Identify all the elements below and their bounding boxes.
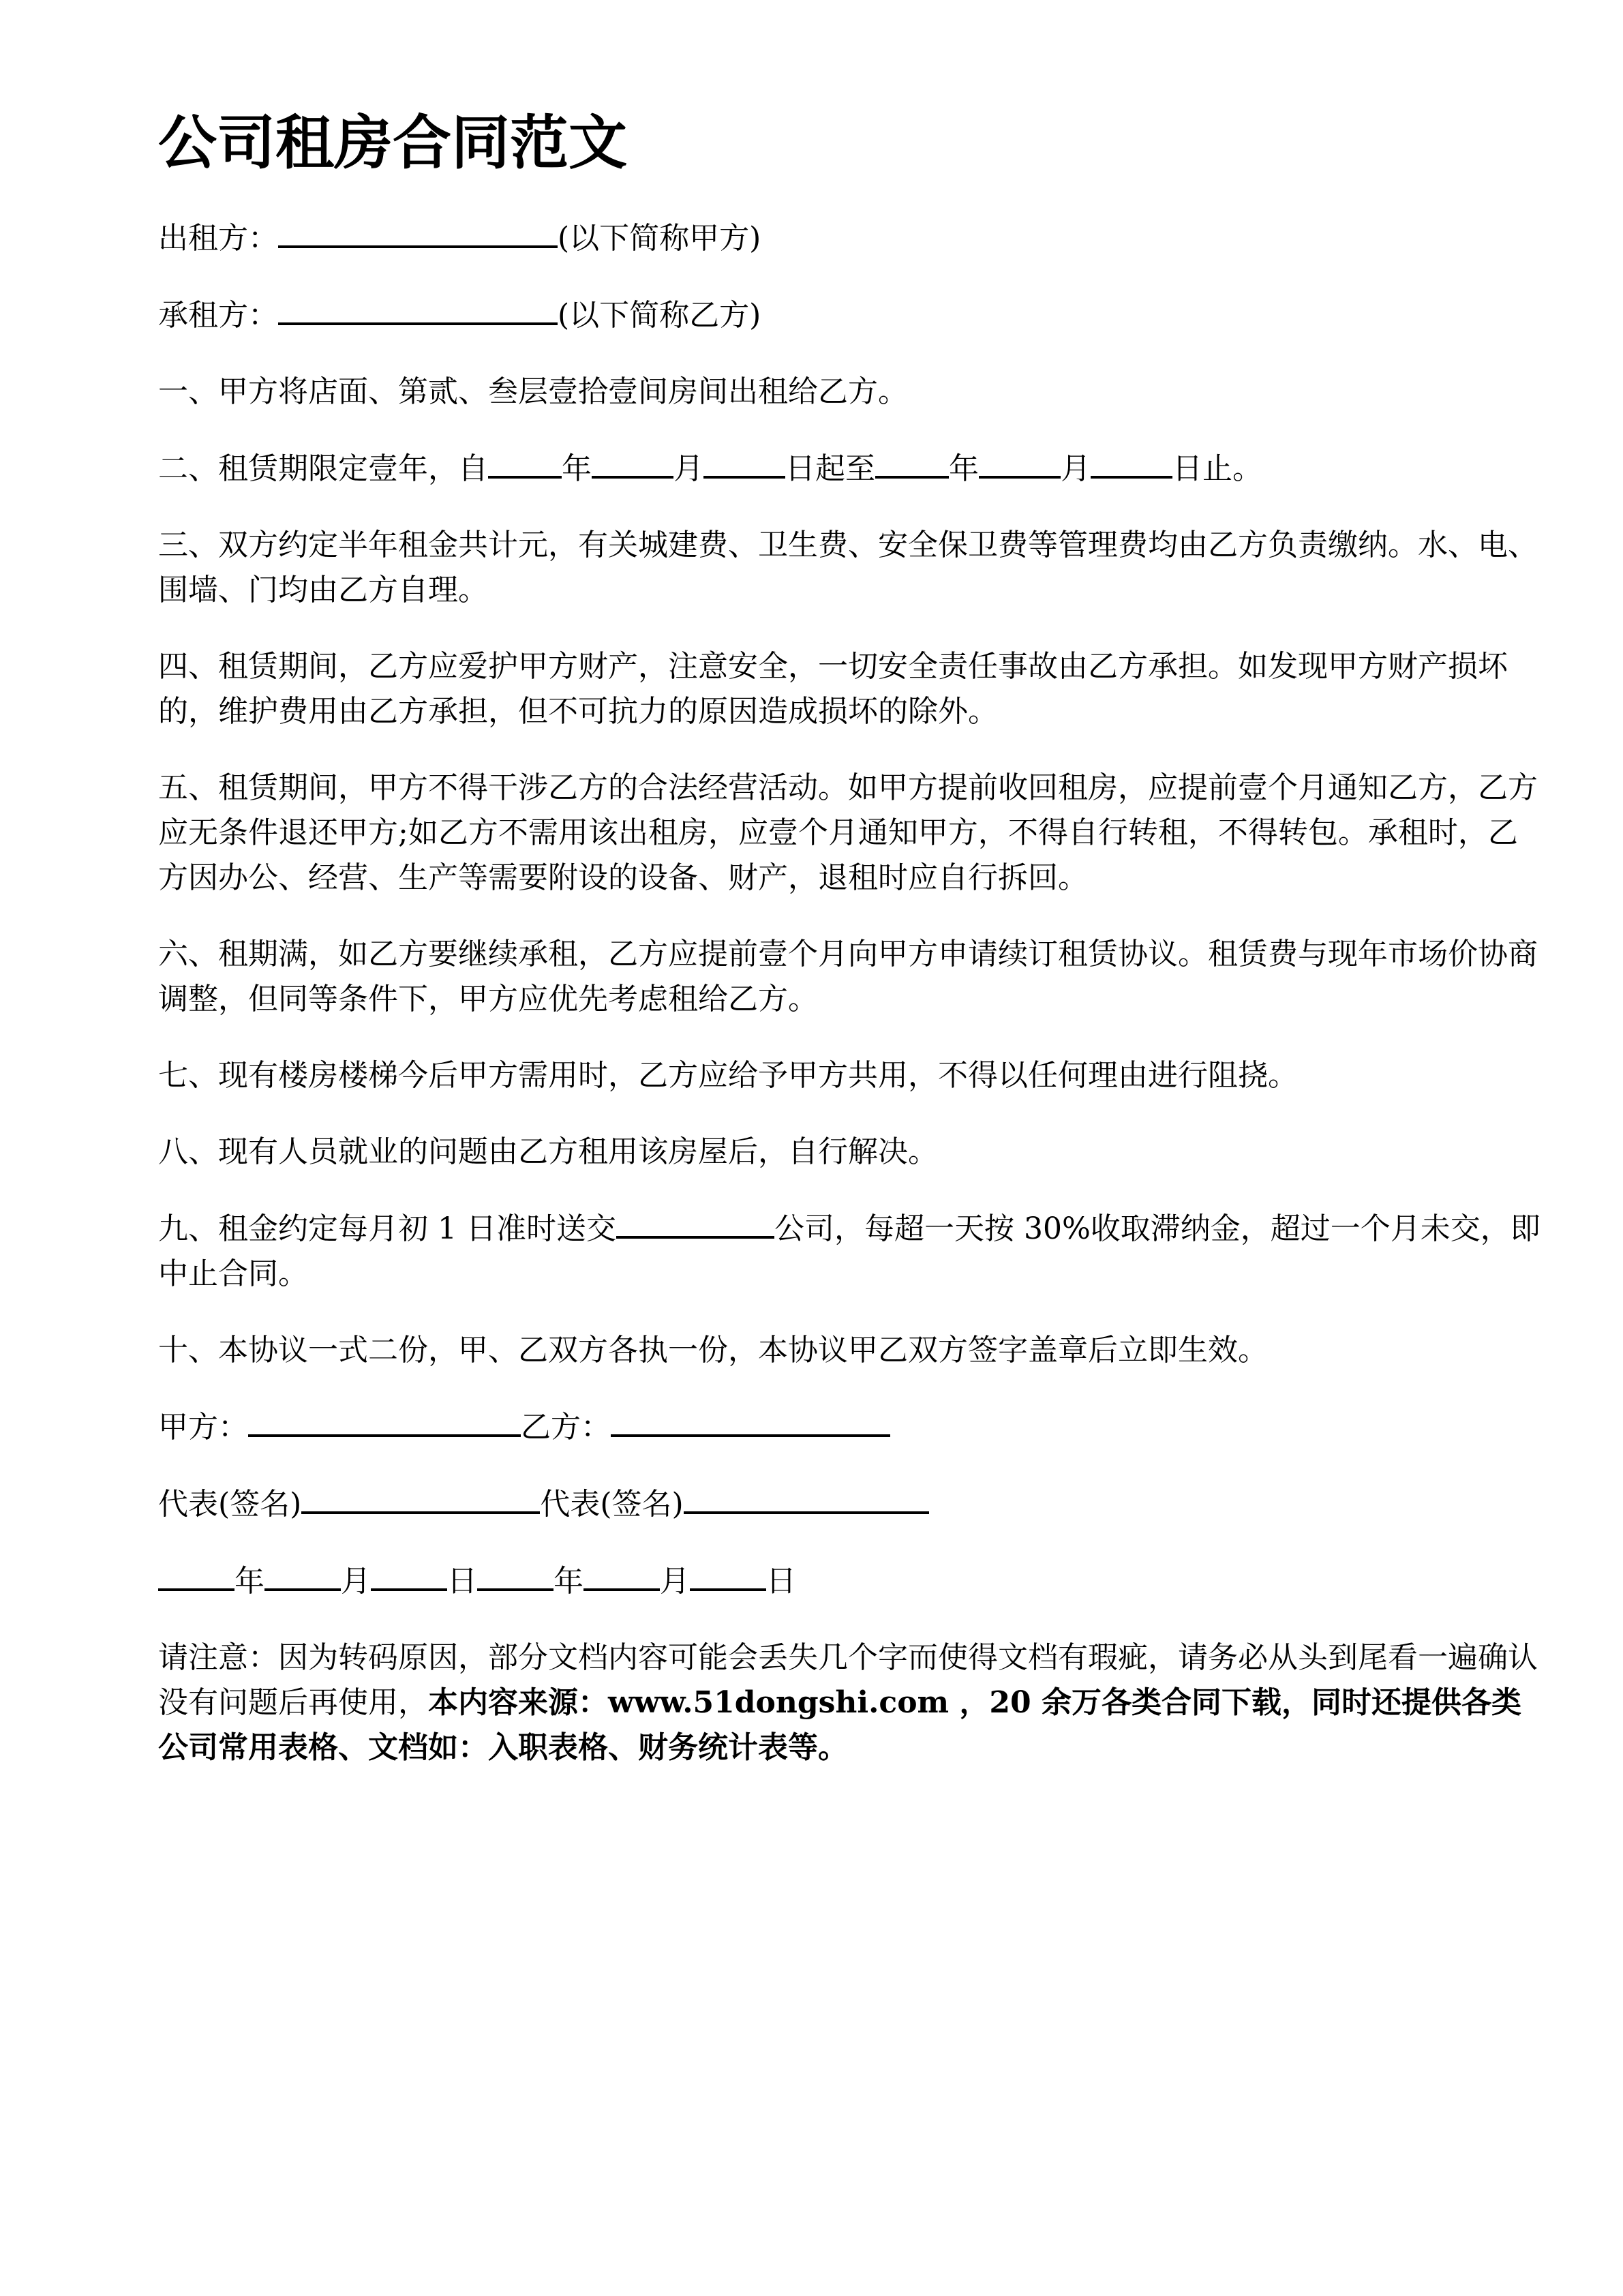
end-day-blank (1091, 446, 1172, 479)
clause-6: 六、租期满，如乙方要继续承租，乙方应提前壹个月向甲方申请续订租赁协议。租赁费与现年市场价协商调整，但同等条件下，甲方应优先考虑租给乙方。 (158, 937, 1538, 1016)
representative-signature-line (158, 1481, 1542, 1527)
end-month-label: 月 (1061, 451, 1091, 486)
clause-9-prefix: 九、租金约定每月初 1 日准时送交 (158, 1211, 616, 1246)
clause-5: 五、租赁期间，甲方不得干涉乙方的合法经营活动。如甲方提前收回租房，应提前壹个月通知乙方，乙方应无条件退还甲方;如乙方不需用该出租房，应壹个月通知甲方，不得自行转租，不得转包。承租时，乙方因办公、经营、生产等需要附设的设备、财产，退租时应自行拆回。 (158, 770, 1538, 895)
lessee-line (158, 292, 1542, 338)
party-b-blank (611, 1404, 890, 1437)
lessor-suffix: (以下简称甲方) (558, 221, 761, 256)
company-blank (616, 1206, 774, 1239)
clause-2-prefix: 二、租赁期限定壹年，自 (158, 451, 488, 486)
party-a-label: 甲方： (158, 1410, 248, 1445)
date-b-month-label: 月 (660, 1564, 690, 1599)
notice-source: 本内容来源：www.51dongshi.com ，20 余万各类合同下载，同时还提供各类公司常用表格、文档如：入职表格、财务统计表等。 (158, 1685, 1521, 1765)
start-year-label: 年 (562, 451, 592, 486)
end-day-label: 日止。 (1172, 451, 1262, 486)
document-title: 公司租房合同范文 (158, 109, 627, 177)
clause-2 (158, 446, 1542, 492)
clause-10: 十、本协议一式二份，甲、乙双方各执一份，本协议甲乙双方签字盖章后立即生效。 (158, 1333, 1268, 1368)
date-a-month-blank (264, 1558, 341, 1591)
start-month-blank (592, 446, 673, 479)
clause-3: 三、双方约定半年租金共计元，有关城建费、卫生费、安全保卫费等管理费均由乙方负责缴纳。水、电、围墙、门均由乙方自理。 (158, 528, 1538, 607)
clause-7: 七、现有楼房楼梯今后甲方需用时，乙方应给予甲方共用，不得以任何理由进行阻挠。 (158, 1058, 1298, 1093)
lessee-suffix: (以下简称乙方) (558, 298, 761, 333)
end-year-label: 年 (949, 451, 979, 486)
clause-8: 八、现有人员就业的问题由乙方租用该房屋后，自行解决。 (158, 1134, 938, 1169)
lessor-label: 出租方： (158, 221, 278, 256)
notice-text: 请注意：因为转码原因，部分文档内容可能会丢失几个字而使得文档有瑕疵，请务必从头到尾看一遍确认没有问题后再使用， (158, 1640, 1538, 1720)
clause-4: 四、租赁期间，乙方应爱护甲方财产，注意安全，一切安全责任事故由乙方承担。如发现甲方财产损坏的，维护费用由乙方承担，但不可抗力的原因造成损坏的除外。 (158, 649, 1508, 729)
party-a-blank (248, 1404, 521, 1437)
date-b-day-blank (690, 1558, 766, 1591)
date-b-year-label: 年 (553, 1564, 583, 1599)
date-a-month-label: 月 (341, 1564, 371, 1599)
lessee-label: 承租方： (158, 298, 278, 333)
party-signature-line (158, 1404, 1542, 1450)
lessee-blank (278, 292, 558, 325)
start-month-label: 月 (673, 451, 703, 486)
clause-9-suffix: 公司，每超一天按 30%收取滞纳金，超过一个月未交，即中止合同。 (158, 1211, 1541, 1291)
clause-9 (158, 1206, 1542, 1297)
start-year-blank (488, 446, 562, 479)
notice (158, 1635, 1542, 1770)
rep-a-label: 代表(签名) (158, 1487, 302, 1522)
start-day-label: 日起至 (785, 451, 875, 486)
rep-b-blank (684, 1481, 929, 1514)
end-month-blank (979, 446, 1061, 479)
date-a-year-blank (158, 1558, 234, 1591)
date-a-year-label: 年 (234, 1564, 264, 1599)
date-b-month-blank (583, 1558, 660, 1591)
lessor-line (158, 215, 1542, 261)
rep-a-blank (301, 1481, 540, 1514)
start-day-blank (703, 446, 785, 479)
date-line (158, 1558, 1542, 1604)
party-b-label: 乙方： (521, 1410, 611, 1445)
document-body (158, 102, 1542, 1802)
date-b-year-blank (477, 1558, 553, 1591)
lessor-blank (278, 215, 558, 248)
clause-1: 一、甲方将店面、第贰、叁层壹拾壹间房间出租给乙方。 (158, 374, 908, 409)
end-year-blank (875, 446, 949, 479)
rep-b-label: 代表(签名) (540, 1487, 684, 1522)
date-a-day-label: 日 (447, 1564, 477, 1599)
date-b-day-label: 日 (766, 1564, 796, 1599)
date-a-day-blank (371, 1558, 447, 1591)
